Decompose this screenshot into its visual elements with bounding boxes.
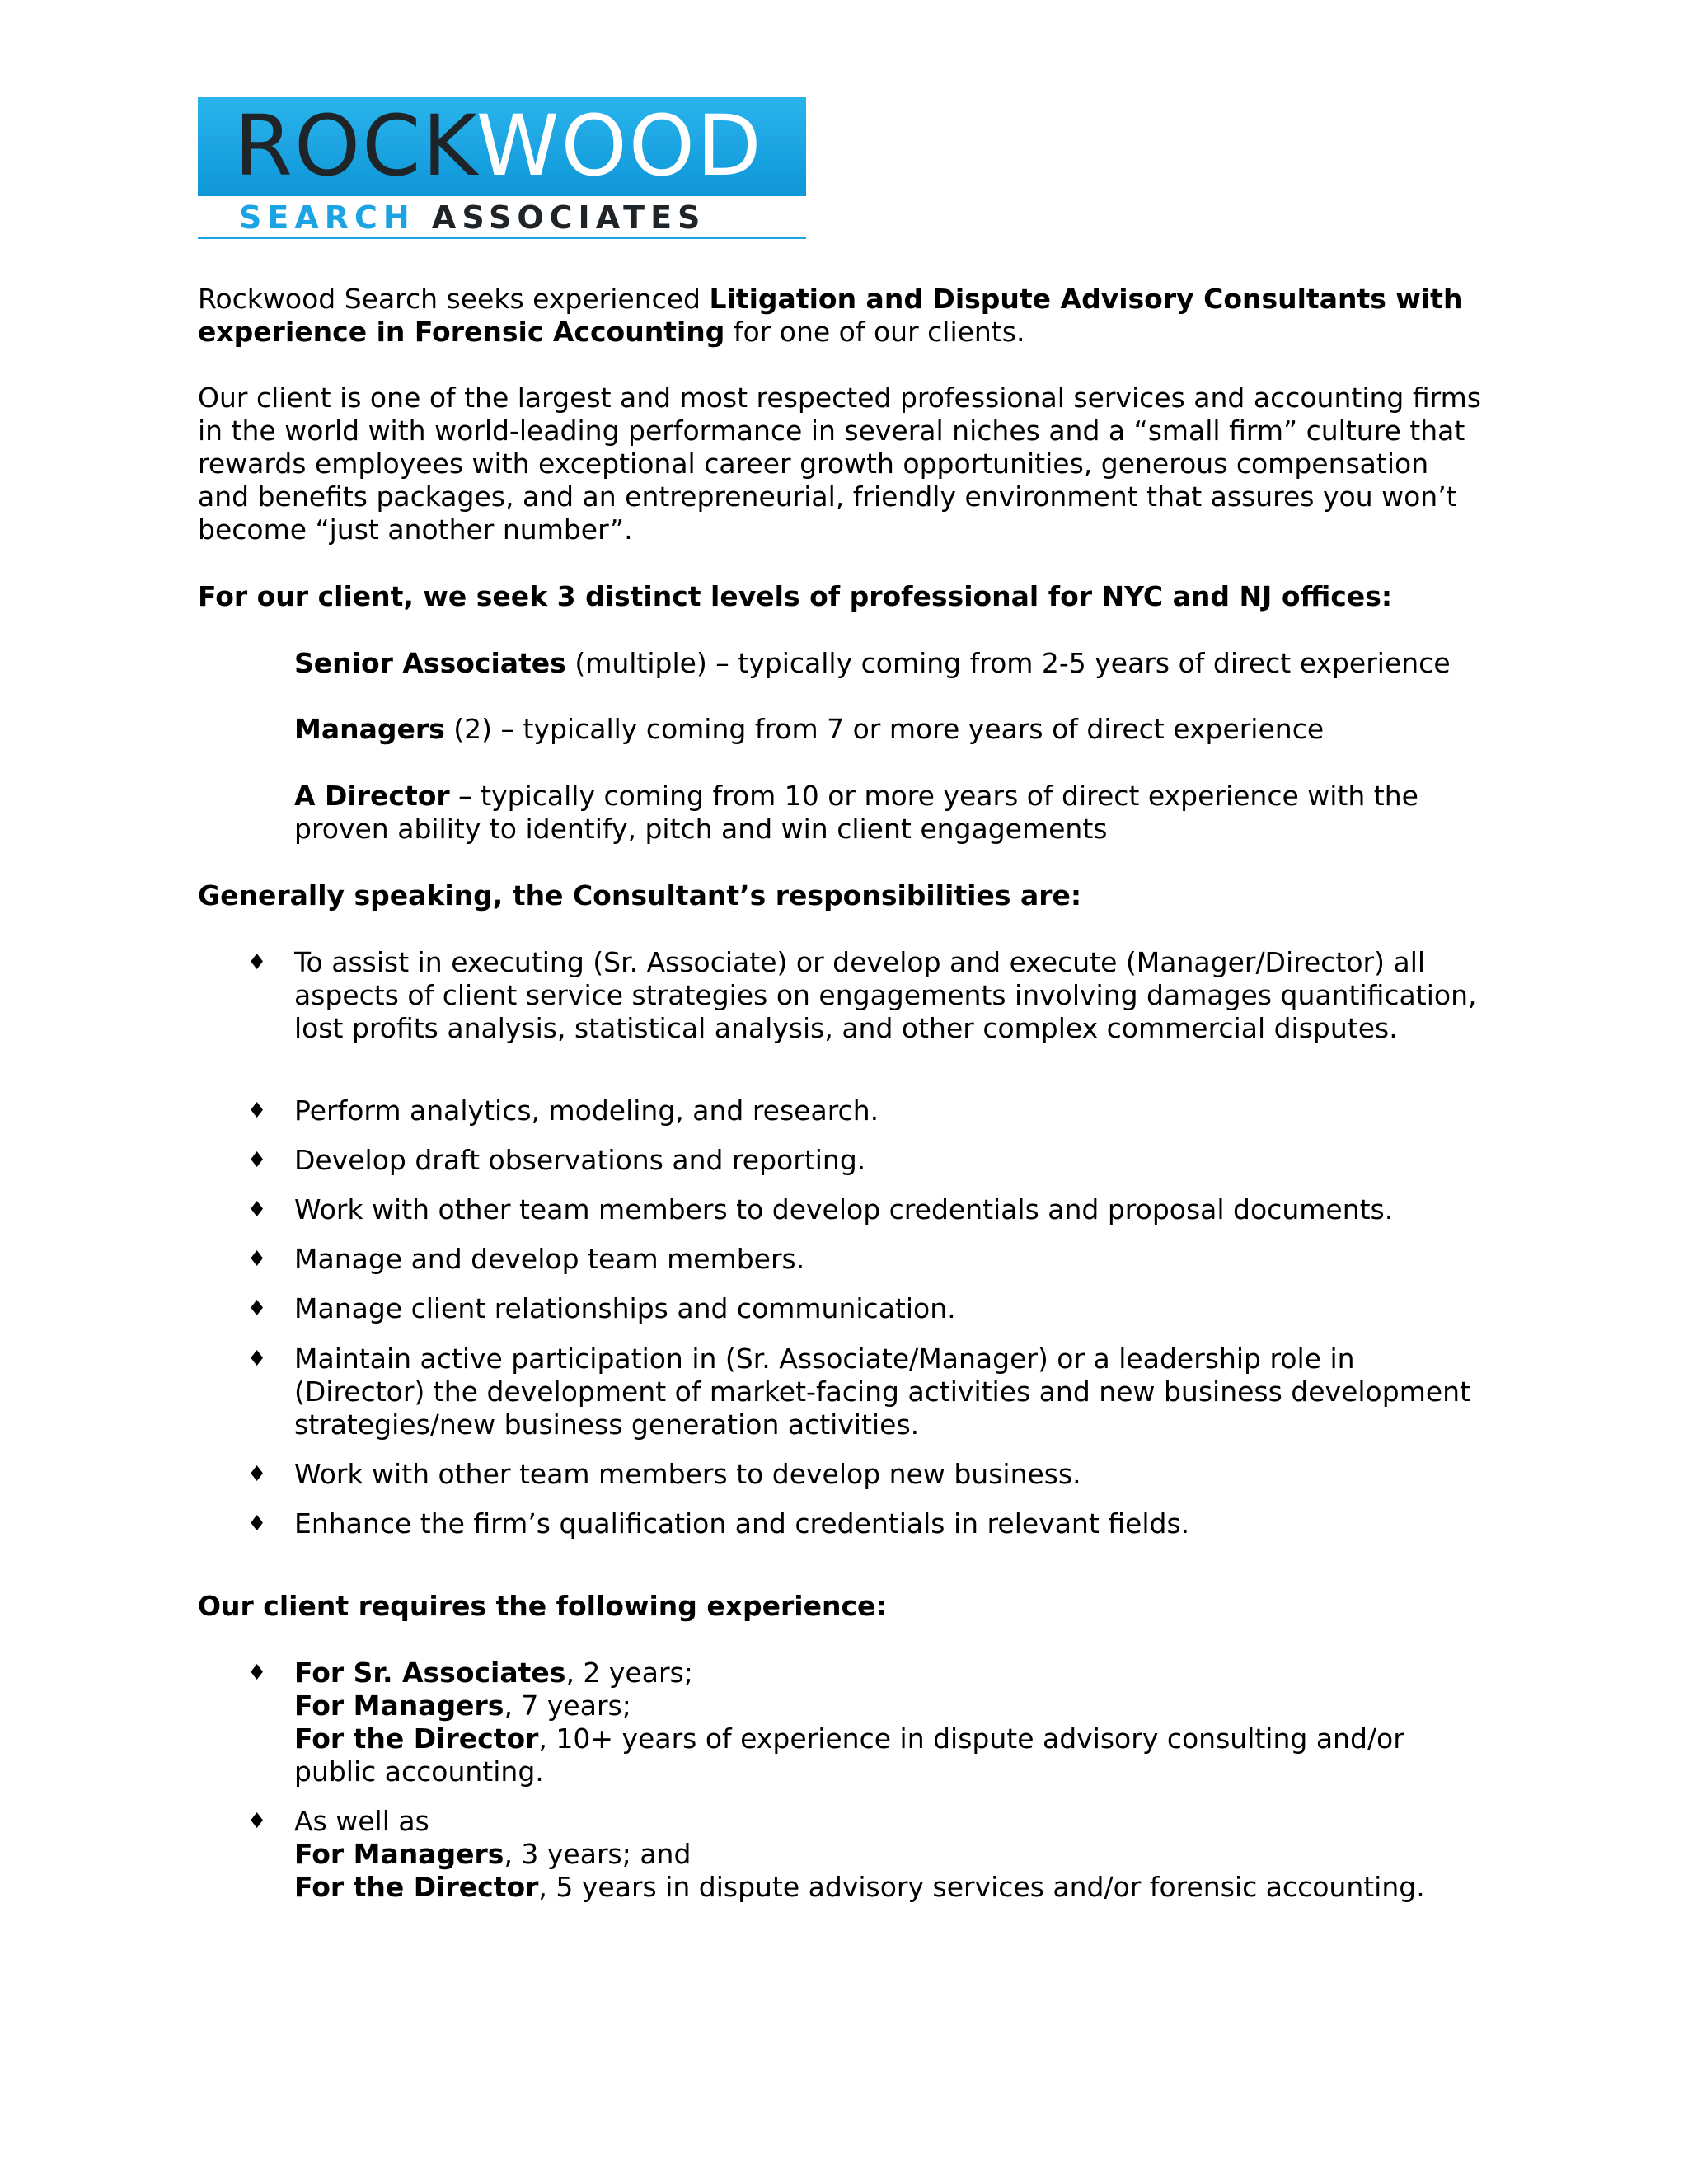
diamond-bullet-icon: ♦ — [247, 1148, 267, 1173]
experience-line — [294, 1871, 1489, 1904]
diamond-bullet-icon: ♦ — [247, 1197, 267, 1222]
level-title: A Director — [294, 780, 450, 812]
list-item: Manage and develop team members. — [294, 1243, 805, 1275]
logo-associates-text: ASSOCIATES — [431, 199, 706, 236]
levels-heading-text: For our client, we seek 3 distinct levels of professional for NYC and NJ offices: — [198, 580, 1393, 612]
diamond-bullet-icon: ♦ — [247, 1347, 267, 1371]
experience-role: For Sr. Associates — [294, 1657, 566, 1689]
experience-role: For the Director — [294, 1871, 539, 1903]
diamond-bullet-icon: ♦ — [247, 1809, 267, 1834]
experience-role: For the Director — [294, 1722, 539, 1755]
experience-heading-text: Our client requires the following experience: — [198, 1590, 887, 1622]
responsibilities-heading — [198, 879, 1484, 912]
diamond-bullet-icon: ♦ — [247, 1247, 267, 1272]
logo-search-text: SEARCH — [239, 199, 415, 236]
level-director — [294, 780, 1489, 846]
level-title: Senior Associates — [294, 647, 566, 679]
client-description: Our client is one of the largest and most respected professional services and accounting firms in the world with world-leading performance in several niches and a “small firm” culture that rewards employees with exceptional career growth opportunities, generous compensation and benefits packages, and an entrepreneurial, friendly environment that assures you won’t become “just another number”. — [198, 382, 1481, 546]
experience-years: , 10+ years of experience in dispute advisory consulting and/or public accounting. — [294, 1722, 1404, 1788]
list-item: Maintain active participation in (Sr. Associate/Manager) or a leadership role in (Director) the development of market-facing activities and new business development strategies/new business generation activities. — [294, 1343, 1470, 1441]
diamond-bullet-icon: ♦ — [247, 1511, 267, 1536]
logo-banner — [198, 97, 806, 196]
level-title: Managers — [294, 713, 445, 745]
experience-line — [294, 1657, 1489, 1690]
diamond-bullet-icon: ♦ — [247, 950, 267, 975]
diamond-bullet-icon: ♦ — [247, 1296, 267, 1321]
list-item: Manage client relationships and communication. — [294, 1292, 956, 1324]
level-managers — [294, 713, 1489, 746]
level-detail: (2) – typically coming from 7 or more years of direct experience — [444, 713, 1325, 745]
level-senior-associates — [294, 647, 1489, 680]
rockwood-logo — [198, 97, 806, 239]
list-item: To assist in executing (Sr. Associate) or develop and execute (Manager/Director) all aspects of client service strategies on engagements involving damages quantification, lost profits analysis, statistical analysis, and other complex commercial disputes. — [294, 946, 1477, 1044]
levels-heading — [198, 580, 1484, 613]
intro-paragraph — [198, 283, 1484, 349]
level-detail: (multiple) – typically coming from 2-5 years of direct experience — [565, 647, 1451, 679]
diamond-bullet-icon: ♦ — [247, 1462, 267, 1487]
experience-role: For Managers — [294, 1838, 504, 1870]
experience-years: , 2 years; — [565, 1657, 693, 1689]
list-item: Work with other team members to develop new business. — [294, 1458, 1081, 1490]
level-detail: – typically coming from 10 or more years of direct experience with the proven ability to identify, pitch and win client engagements — [294, 780, 1418, 845]
experience-line — [294, 1838, 1489, 1871]
experience-line: As well as — [294, 1805, 429, 1837]
list-item: Develop draft observations and reporting. — [294, 1144, 866, 1176]
list-item: Work with other team members to develop credentials and proposal documents. — [294, 1193, 1394, 1226]
logo-underline — [198, 237, 806, 239]
list-item: Enhance the firm’s qualification and credentials in relevant fields. — [294, 1507, 1190, 1540]
logo-subtitle — [239, 199, 706, 236]
intro-tail: for one of our clients. — [724, 316, 1025, 348]
intro-role-title: Litigation and Dispute Advisory Consultants with experience in Forensic Accounting — [198, 283, 1463, 348]
experience-role: For Managers — [294, 1690, 504, 1722]
list-item: Perform analytics, modeling, and research. — [294, 1094, 879, 1127]
experience-item — [294, 1805, 1489, 1904]
experience-line — [294, 1722, 1489, 1788]
experience-years: , 5 years in dispute advisory services and/or forensic accounting. — [538, 1871, 1425, 1903]
diamond-bullet-icon: ♦ — [247, 1099, 267, 1123]
experience-years: , 3 years; and — [504, 1838, 692, 1870]
experience-line — [294, 1690, 1489, 1722]
experience-heading — [198, 1590, 1484, 1623]
intro-lead: Rockwood Search seeks experienced — [198, 283, 710, 315]
logo-rock-text: ROCK — [234, 97, 476, 195]
diamond-bullet-icon: ♦ — [247, 1661, 267, 1685]
responsibilities-heading-text: Generally speaking, the Consultant’s responsibilities are: — [198, 879, 1082, 912]
logo-wordmark — [234, 97, 763, 195]
experience-years: , 7 years; — [504, 1690, 631, 1722]
experience-item — [294, 1657, 1489, 1788]
logo-wood-text: WOOD — [476, 97, 763, 195]
